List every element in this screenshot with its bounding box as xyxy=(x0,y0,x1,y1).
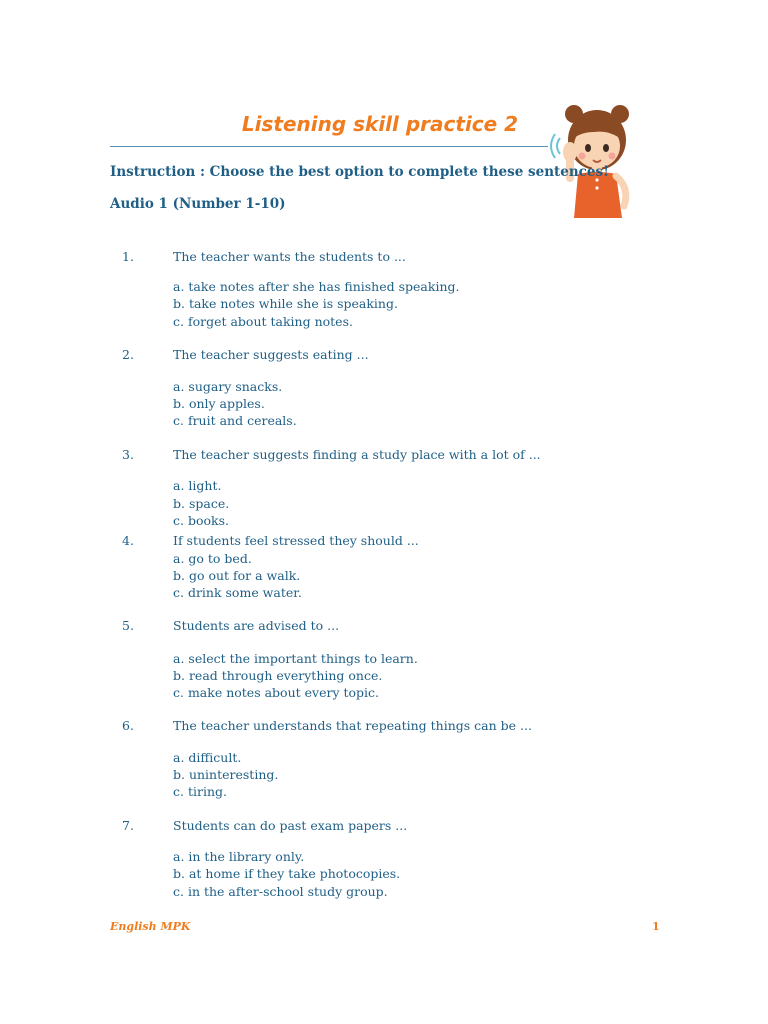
option-a: a. light. xyxy=(173,478,222,493)
option-a: a. sugary snacks. xyxy=(173,379,283,394)
page-title: Listening skill practice 2 xyxy=(241,112,519,136)
option-a: a. select the important things to learn. xyxy=(173,651,418,666)
question-number: 7. xyxy=(122,818,134,833)
question-text: Students are advised to ... xyxy=(173,618,340,633)
option-c: c. books. xyxy=(173,513,229,528)
question-number: 6. xyxy=(122,718,134,733)
option-a: a. go to bed. xyxy=(173,551,252,566)
option-b: b. at home if they take photocopies. xyxy=(173,866,401,881)
instruction-text: Instruction : Choose the best option to complete these sentences! xyxy=(110,164,610,180)
question-text: Students can do past exam papers ... xyxy=(173,818,408,833)
footer-label: English MPK xyxy=(110,920,191,933)
option-c: c. in the after-school study group. xyxy=(173,884,388,899)
option-c: c. fruit and cereals. xyxy=(173,413,297,428)
option-b: b. read through everything once. xyxy=(173,668,383,683)
question-number: 2. xyxy=(122,347,134,362)
option-b: b. uninteresting. xyxy=(173,767,279,782)
question-number: 4. xyxy=(122,533,134,548)
option-b: b. space. xyxy=(173,496,230,511)
option-b: b. take notes while she is speaking. xyxy=(173,296,398,311)
question-number: 5. xyxy=(122,618,134,633)
question-text: If students feel stressed they should ... xyxy=(173,533,419,548)
question-number: 3. xyxy=(122,447,134,462)
option-a: a. in the library only. xyxy=(173,849,305,864)
option-c: c. forget about taking notes. xyxy=(173,314,353,329)
option-b: b. only apples. xyxy=(173,396,265,411)
girl-listening-icon xyxy=(548,100,648,218)
option-c: c. make notes about every topic. xyxy=(173,685,379,700)
option-c: c. drink some water. xyxy=(173,585,302,600)
question-text: The teacher suggests finding a study place with a lot of ... xyxy=(173,447,541,462)
question-text: The teacher wants the students to ... xyxy=(173,249,406,264)
option-a: a. difficult. xyxy=(173,750,242,765)
title-divider xyxy=(110,146,548,147)
audio-label: Audio 1 (Number 1-10) xyxy=(110,196,286,212)
question-text: The teacher suggests eating ... xyxy=(173,347,369,362)
option-a: a. take notes after she has finished speaking. xyxy=(173,279,460,294)
question-text: The teacher understands that repeating things can be ... xyxy=(173,718,532,733)
option-c: c. tiring. xyxy=(173,784,227,799)
option-b: b. go out for a walk. xyxy=(173,568,301,583)
question-number: 1. xyxy=(122,249,134,264)
page-number: 1 xyxy=(652,920,660,933)
